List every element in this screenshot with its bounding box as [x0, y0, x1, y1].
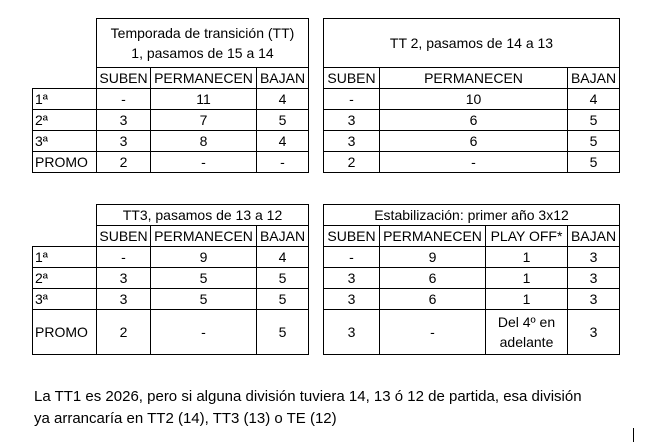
cell: - [324, 247, 380, 268]
cell: 3 [324, 289, 380, 310]
header-suben: SUBEN [324, 68, 380, 89]
cell: 3 [97, 131, 151, 152]
table-title: Estabilización: primer año 3x12 [324, 205, 620, 226]
cell: 5 [257, 289, 309, 310]
caption-line1: La TT1 es 2026, pero si alguna división tuviera 14, 13 ó 12 de partida, esa división [34, 388, 582, 405]
table-title-line1: Temporada de transición (TT) [110, 25, 295, 41]
cell: 5 [257, 310, 309, 355]
table-tt3 [32, 204, 309, 355]
cell: 3 [97, 268, 151, 289]
cell: 1 [486, 247, 568, 268]
table-row [324, 247, 620, 268]
row-label: 3ª [33, 131, 97, 152]
table-tt2 [323, 18, 620, 173]
cell: 9 [380, 247, 486, 268]
cell: 1 [486, 289, 568, 310]
cell: 5 [151, 268, 257, 289]
header-playoff: PLAY OFF* [486, 226, 568, 247]
cell: 4 [257, 89, 309, 110]
table-row [33, 310, 309, 355]
table-title: TT 2, pasamos de 14 a 13 [324, 19, 620, 68]
corner-blank [33, 19, 97, 68]
cell: 4 [257, 131, 309, 152]
header-suben: SUBEN [324, 226, 380, 247]
header-permanecen: PERMANECEN [380, 68, 568, 89]
cell: - [324, 89, 380, 110]
table-row [33, 152, 309, 173]
cell: 10 [380, 89, 568, 110]
table-row [324, 110, 620, 131]
table-row [324, 131, 620, 152]
table-title-line2: 1, pasamos de 15 a 14 [131, 45, 274, 61]
playoff-line2: adelante [499, 334, 554, 350]
row-label: 2ª [33, 110, 97, 131]
corner-blank [33, 68, 97, 89]
row-label: 1ª [33, 89, 97, 110]
header-permanecen: PERMANECEN [380, 226, 486, 247]
cell: - [257, 152, 309, 173]
cell: 3 [97, 289, 151, 310]
table-row [33, 289, 309, 310]
caption-line2: ya arrancaría en TT2 (14), TT3 (13) o TE (12) [34, 410, 337, 427]
cell: 3 [324, 310, 380, 355]
header-suben: SUBEN [97, 226, 151, 247]
row-label: PROMO [33, 152, 97, 173]
cell-playoff [486, 310, 568, 355]
cell: 9 [151, 247, 257, 268]
cell: 6 [380, 289, 486, 310]
table-row [324, 268, 620, 289]
cell: 5 [257, 110, 309, 131]
cell: 4 [257, 247, 309, 268]
table-row [33, 110, 309, 131]
header-permanecen: PERMANECEN [151, 226, 257, 247]
row-label: 1ª [33, 247, 97, 268]
cell: 3 [97, 110, 151, 131]
table-row [33, 268, 309, 289]
cell: 6 [380, 131, 568, 152]
cell: 5 [257, 268, 309, 289]
table-row [324, 89, 620, 110]
table-row [324, 289, 620, 310]
table-row [33, 131, 309, 152]
cell: - [380, 152, 568, 173]
cell: 5 [568, 131, 620, 152]
table-title [97, 19, 309, 68]
header-bajan: BAJAN [568, 68, 620, 89]
cell: 5 [151, 289, 257, 310]
playoff-line1: Del 4º en [497, 314, 556, 330]
cell: 3 [568, 289, 620, 310]
cell: 11 [151, 89, 257, 110]
header-suben: SUBEN [97, 68, 151, 89]
header-bajan: BAJAN [257, 68, 309, 89]
cell: - [380, 310, 486, 355]
cell: 6 [380, 110, 568, 131]
cell: - [97, 89, 151, 110]
cell: - [151, 310, 257, 355]
table-row [33, 247, 309, 268]
cell: 1 [486, 268, 568, 289]
header-bajan: BAJAN [568, 226, 620, 247]
header-permanecen: PERMANECEN [151, 68, 257, 89]
row-label: 2ª [33, 268, 97, 289]
corner-blank [33, 205, 97, 226]
cell: 2 [97, 310, 151, 355]
caption [34, 386, 614, 430]
table-title: TT3, pasamos de 13 a 12 [97, 205, 309, 226]
cell: 3 [324, 110, 380, 131]
table-estabilizacion [323, 204, 620, 355]
text-cursor [633, 428, 634, 442]
cell: 3 [568, 310, 620, 355]
cell: 5 [568, 110, 620, 131]
table-tt1 [32, 18, 309, 173]
cell: 6 [380, 268, 486, 289]
cell: 3 [568, 268, 620, 289]
cell: 8 [151, 131, 257, 152]
header-bajan: BAJAN [257, 226, 309, 247]
table-row [324, 152, 620, 173]
cell: 3 [324, 131, 380, 152]
table-row [324, 310, 620, 355]
cell: 7 [151, 110, 257, 131]
corner-blank [33, 226, 97, 247]
cell: 4 [568, 89, 620, 110]
cell: 2 [97, 152, 151, 173]
cell: 2 [324, 152, 380, 173]
cell: 5 [568, 152, 620, 173]
cell: 3 [324, 268, 380, 289]
row-label: PROMO [33, 310, 97, 355]
table-row [33, 89, 309, 110]
cell: 3 [568, 247, 620, 268]
cell: - [151, 152, 257, 173]
row-label: 3ª [33, 289, 97, 310]
cell: - [97, 247, 151, 268]
